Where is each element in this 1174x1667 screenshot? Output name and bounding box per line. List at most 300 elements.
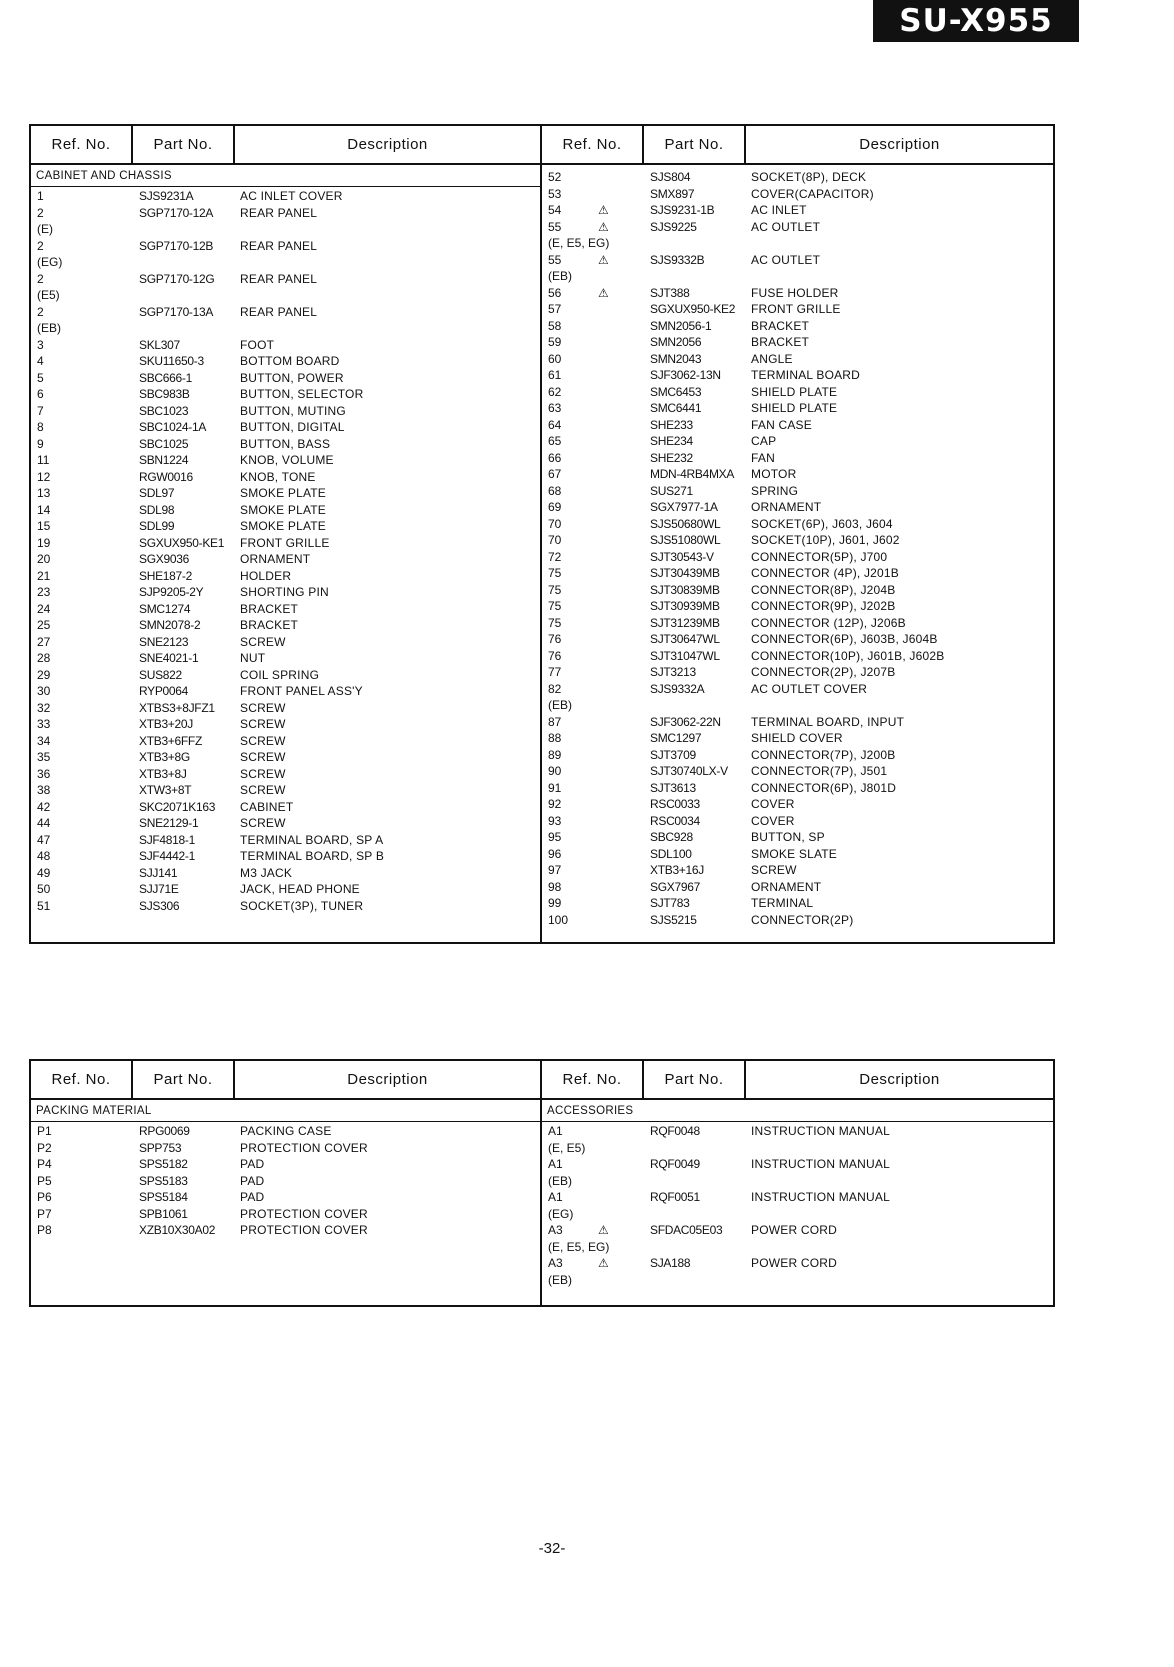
description-cell: TERMINAL BOARD <box>751 368 861 382</box>
table-row <box>31 1173 540 1190</box>
table-row <box>542 417 1053 434</box>
table-row <box>542 186 1053 203</box>
description-cell: ORNAMENT <box>751 500 822 514</box>
table-row <box>542 301 1053 318</box>
ref-no-cell: 52 <box>548 170 562 184</box>
description-cell: COVER(CAPACITOR) <box>751 186 874 201</box>
part-no-cell: SJT30439MB <box>650 566 720 580</box>
description-cell: MOTOR <box>751 467 797 481</box>
ref-no-cell: 35 <box>37 750 51 764</box>
table-row <box>542 714 1053 731</box>
table-row <box>31 898 540 915</box>
part-no-cell: SBC928 <box>650 830 693 844</box>
description-cell: CONNECTOR(6P), J603B, J604B <box>751 632 938 646</box>
part-no-cell: SBC1023 <box>139 403 189 418</box>
table-row <box>31 733 540 750</box>
ref-no-cell: 44 <box>37 816 51 830</box>
description-cell: BOTTOM BOARD <box>240 354 340 368</box>
ref-no-cell: 59 <box>548 335 562 349</box>
table-row <box>542 631 1053 648</box>
description-cell: HOLDER <box>240 568 292 583</box>
ref-no-cell: 70 <box>548 516 562 531</box>
ref-no-cell: P2 <box>37 1140 52 1155</box>
part-no-cell: SPS5182 <box>139 1157 188 1171</box>
table-row <box>542 598 1053 615</box>
part-no-cell: SJP9205-2Y <box>139 585 204 599</box>
table-header <box>31 1061 540 1100</box>
table-row <box>542 466 1053 483</box>
ref-no-cell: 76 <box>548 648 562 663</box>
ref-no-cell: A1 <box>548 1190 563 1204</box>
description-cell: CONNECTOR(10P), J601B, J602B <box>751 648 945 663</box>
part-no-cell: SGP7170-13A <box>139 304 214 319</box>
ref-no-cell: 75 <box>548 615 562 630</box>
ref-no-cell: 2 <box>37 304 44 319</box>
part-no-cell: SJS9231A <box>139 189 194 203</box>
description-cell: SCREW <box>240 700 286 715</box>
ref-no-cell: 76 <box>548 632 562 646</box>
description-cell: NUT <box>240 651 266 665</box>
description-cell: REAR PANEL <box>240 205 318 220</box>
table-row <box>31 271 540 288</box>
part-no-cell: RQF0051 <box>650 1190 700 1204</box>
ref-no-cell: 90 <box>548 764 562 778</box>
description-cell: REAR PANEL <box>240 271 318 286</box>
description-cell: FOOT <box>240 337 275 352</box>
table-row <box>542 697 1053 714</box>
table-right-half <box>542 1061 1053 1305</box>
table-row <box>542 895 1053 912</box>
ref-no-cell: 24 <box>37 601 51 616</box>
table-row <box>31 815 540 832</box>
description-cell: ORNAMENT <box>751 879 822 894</box>
table-row <box>31 320 540 337</box>
table-left-half <box>31 1061 542 1305</box>
description-cell: FRONT GRILLE <box>751 302 841 316</box>
ref-no-cell: 58 <box>548 318 562 333</box>
ref-no-cell: (EB) <box>548 269 572 283</box>
ref-no-cell: 60 <box>548 351 562 366</box>
description-cell: BUTTON, POWER <box>240 370 344 385</box>
ref-no-cell: 34 <box>37 733 51 748</box>
table-row <box>542 433 1053 450</box>
table-row <box>542 681 1053 698</box>
table-row <box>542 252 1053 269</box>
table-row <box>542 796 1053 813</box>
part-no-cell: SJT30543-V <box>650 549 714 564</box>
part-no-cell: SJS5215 <box>650 912 697 927</box>
ref-no-cell: 75 <box>548 582 562 597</box>
part-no-cell: SGX7967 <box>650 879 700 894</box>
ref-no-cell: (EB) <box>37 321 61 335</box>
description-cell: SHORTING PIN <box>240 585 329 599</box>
part-no-cell: SJT3213 <box>650 665 696 679</box>
ref-no-cell: 28 <box>37 651 51 665</box>
ref-no-cell: 55 <box>548 252 562 267</box>
part-no-cell: SPB1061 <box>139 1206 188 1221</box>
description-cell: FRONT PANEL ASS'Y <box>240 684 363 698</box>
part-no-cell: SJF4818-1 <box>139 832 195 847</box>
ref-no-cell: 15 <box>37 519 51 533</box>
part-no-cell: SUS822 <box>139 667 182 682</box>
safety-warning-icon: ⚠ <box>598 1223 609 1237</box>
rows-accessories <box>542 1123 1053 1288</box>
part-no-cell: XZB10X30A02 <box>139 1223 216 1237</box>
table-row <box>31 254 540 271</box>
description-cell: TERMINAL BOARD, SP B <box>240 849 385 863</box>
table-row <box>542 499 1053 516</box>
part-no-cell: SJS51080WL <box>650 533 721 547</box>
table-row <box>542 780 1053 797</box>
table-row <box>31 881 540 898</box>
description-cell: PAD <box>240 1173 265 1188</box>
description-cell: TERMINAL <box>751 896 814 910</box>
safety-warning-icon: ⚠ <box>598 285 609 300</box>
ref-no-cell: 63 <box>548 401 562 415</box>
description-cell: AC INLET <box>751 203 807 217</box>
table-row <box>542 648 1053 665</box>
ref-no-cell: 38 <box>37 783 51 797</box>
part-no-cell: SHE232 <box>650 450 693 465</box>
description-cell: BUTTON, SELECTOR <box>240 387 364 401</box>
description-cell: AC OUTLET <box>751 219 821 234</box>
part-no-cell: SJT30939MB <box>650 599 720 613</box>
table-row <box>542 268 1053 285</box>
description-cell: AC OUTLET COVER <box>751 681 868 696</box>
table-row <box>542 747 1053 764</box>
ref-no-cell: A3 <box>548 1223 563 1237</box>
ref-no-cell: 75 <box>548 599 562 613</box>
part-no-cell: RPG0069 <box>139 1124 190 1138</box>
table-row <box>31 386 540 403</box>
ref-no-cell: 29 <box>37 667 51 682</box>
ref-no-cell: 32 <box>37 700 51 715</box>
part-no-cell: SPS5184 <box>139 1190 188 1204</box>
ref-no-cell: 14 <box>37 502 51 517</box>
header-description: Description <box>859 1071 940 1088</box>
ref-no-cell: 61 <box>548 368 562 382</box>
table-row <box>542 912 1053 929</box>
part-no-cell: SNE2123 <box>139 634 189 649</box>
part-no-cell: SBC1024-1A <box>139 420 207 434</box>
ref-no-cell: 68 <box>548 483 562 498</box>
part-no-cell: SPP753 <box>139 1140 182 1155</box>
description-cell: SMOKE PLATE <box>240 502 327 517</box>
part-no-cell: SJS9231-1B <box>650 203 715 217</box>
part-no-cell: SBC666-1 <box>139 370 192 385</box>
part-no-cell: XTW3+8T <box>139 783 192 797</box>
table-row <box>542 1272 1053 1289</box>
ref-no-cell: 100 <box>548 912 569 927</box>
part-no-cell: SMN2056 <box>650 335 702 349</box>
ref-no-cell: 77 <box>548 665 562 679</box>
ref-no-cell: (E, E5, EG) <box>548 236 610 250</box>
ref-no-cell: 5 <box>37 370 44 385</box>
table-header <box>31 126 540 165</box>
description-cell: INSTRUCTION MANUAL <box>751 1124 890 1138</box>
description-cell: SMOKE SLATE <box>751 846 838 861</box>
table-row <box>542 565 1053 582</box>
description-cell: SMOKE PLATE <box>240 486 327 500</box>
ref-no-cell: 91 <box>548 780 562 795</box>
description-cell: SHIELD PLATE <box>751 384 838 399</box>
part-no-cell: SGP7170-12B <box>139 238 214 253</box>
table-row <box>31 865 540 882</box>
table-row <box>542 1189 1053 1206</box>
description-cell: PACKING CASE <box>240 1124 332 1138</box>
part-no-cell: SJT31239MB <box>650 615 720 630</box>
table-row <box>542 862 1053 879</box>
description-cell: CONNECTOR (4P), J201B <box>751 566 900 580</box>
table-row <box>542 483 1053 500</box>
table-row <box>31 221 540 238</box>
part-no-cell: SPS5183 <box>139 1173 188 1188</box>
ref-no-cell: P7 <box>37 1206 52 1221</box>
description-cell: CONNECTOR(6P), J801D <box>751 780 897 795</box>
ref-no-cell: 62 <box>548 384 562 399</box>
ref-no-cell: 2 <box>37 238 44 253</box>
description-cell: CAP <box>751 434 777 448</box>
description-cell: SCREW <box>240 733 286 748</box>
table-row <box>31 1140 540 1157</box>
rows-cabinet-right <box>542 169 1053 928</box>
table-row <box>542 202 1053 219</box>
table-row <box>31 766 540 783</box>
description-cell: SOCKET(3P), TUNER <box>240 898 364 913</box>
table-row <box>31 716 540 733</box>
description-cell: KNOB, TONE <box>240 469 316 484</box>
table-row <box>542 1255 1053 1272</box>
ref-no-cell: 47 <box>37 832 51 847</box>
description-cell: PROTECTION COVER <box>240 1140 368 1155</box>
part-no-cell: SJS9225 <box>650 219 697 234</box>
part-no-cell: SMC1297 <box>650 731 702 745</box>
part-no-cell: RSC0033 <box>650 797 700 811</box>
table-row <box>31 584 540 601</box>
part-no-cell: SMX897 <box>650 186 695 201</box>
table-row <box>31 832 540 849</box>
ref-no-cell: 33 <box>37 717 51 731</box>
part-no-cell: SNE4021-1 <box>139 651 199 665</box>
table-row <box>542 367 1053 384</box>
ref-no-cell: 21 <box>37 568 51 583</box>
part-no-cell: RQF0049 <box>650 1157 700 1171</box>
part-no-cell: XTB3+6FFZ <box>139 733 202 748</box>
description-cell: INSTRUCTION MANUAL <box>751 1157 890 1171</box>
description-cell: PROTECTION COVER <box>240 1206 368 1221</box>
description-cell: BRACKET <box>240 601 299 616</box>
part-no-cell: SDL97 <box>139 486 175 500</box>
ref-no-cell: 54 <box>548 203 562 217</box>
part-no-cell: SDL98 <box>139 502 175 517</box>
table-row <box>31 518 540 535</box>
packing-accessories-table <box>29 1059 1055 1307</box>
part-no-cell: SGXUX950-KE2 <box>650 302 736 316</box>
table-row <box>31 799 540 816</box>
ref-no-cell: 9 <box>37 436 44 451</box>
description-cell: BRACKET <box>240 618 299 632</box>
part-no-cell: SJA188 <box>650 1256 691 1270</box>
description-cell: PAD <box>240 1190 265 1204</box>
description-cell: FUSE HOLDER <box>751 285 839 300</box>
table-row <box>542 846 1053 863</box>
table-row <box>542 1123 1053 1140</box>
description-cell: ORNAMENT <box>240 552 311 566</box>
header-description: Description <box>347 136 428 153</box>
table-row <box>31 1156 540 1173</box>
ref-no-cell: 67 <box>548 467 562 481</box>
description-cell: FAN CASE <box>751 417 812 432</box>
description-cell: CONNECTOR (12P), J206B <box>751 615 906 630</box>
safety-warning-icon: ⚠ <box>598 252 609 267</box>
part-no-cell: SJF3062-22N <box>650 714 721 729</box>
table-row <box>31 205 540 222</box>
ref-no-cell: 92 <box>548 797 562 811</box>
ref-no-cell: A3 <box>548 1256 563 1270</box>
description-cell: SCREW <box>240 750 286 764</box>
safety-warning-icon: ⚠ <box>598 203 609 217</box>
ref-no-cell: 53 <box>548 186 562 201</box>
ref-no-cell: 64 <box>548 417 562 432</box>
part-no-cell: SJT3613 <box>650 780 696 795</box>
description-cell: SOCKET(6P), J603, J604 <box>751 516 893 531</box>
description-cell: SOCKET(10P), J601, J602 <box>751 533 900 547</box>
description-cell: TERMINAL BOARD, INPUT <box>751 714 905 729</box>
description-cell: AC INLET COVER <box>240 189 343 203</box>
ref-no-cell: (EG) <box>548 1206 574 1221</box>
part-no-cell: SKL307 <box>139 337 180 352</box>
table-row <box>31 485 540 502</box>
table-row <box>542 318 1053 335</box>
description-cell: CONNECTOR(5P), J700 <box>751 549 888 564</box>
ref-no-cell: 69 <box>548 500 562 514</box>
ref-no-cell: A1 <box>548 1157 563 1171</box>
description-cell: CONNECTOR(7P), J200B <box>751 747 896 762</box>
ref-no-cell: 7 <box>37 403 44 418</box>
table-row <box>31 403 540 420</box>
description-cell: BUTTON, SP <box>751 830 825 844</box>
description-cell: COIL SPRING <box>240 667 320 682</box>
ref-no-cell: 8 <box>37 420 44 434</box>
table-row <box>31 419 540 436</box>
ref-no-cell: 51 <box>37 898 51 913</box>
ref-no-cell: A1 <box>548 1124 563 1138</box>
part-no-cell: SKC2071K163 <box>139 799 216 814</box>
table-row <box>31 1189 540 1206</box>
description-cell: CONNECTOR(2P), J207B <box>751 665 896 679</box>
part-no-cell: XTB3+8G <box>139 750 190 764</box>
ref-no-cell: (E, E5) <box>548 1140 586 1155</box>
table-row <box>542 450 1053 467</box>
header-description: Description <box>347 1071 428 1088</box>
part-no-cell: SBN1224 <box>139 453 189 467</box>
description-cell: POWER CORD <box>751 1223 837 1237</box>
part-no-cell: SDL99 <box>139 519 175 533</box>
table-right-half <box>542 126 1053 942</box>
description-cell: SCREW <box>751 863 797 877</box>
header-ref-no: Ref. No. <box>31 126 133 163</box>
header-description: Description <box>859 136 940 153</box>
part-no-cell: SJJ71E <box>139 882 179 896</box>
description-cell: BRACKET <box>751 335 810 349</box>
part-no-cell: SJS50680WL <box>650 516 721 531</box>
table-row <box>542 285 1053 302</box>
ref-no-cell: 3 <box>37 337 44 352</box>
ref-no-cell: 66 <box>548 450 562 465</box>
part-no-cell: SJS804 <box>650 170 691 184</box>
ref-no-cell: (EB) <box>548 1173 572 1188</box>
description-cell: SHIELD COVER <box>751 731 843 745</box>
table-row <box>31 1206 540 1223</box>
description-cell: PROTECTION COVER <box>240 1223 368 1237</box>
table-header <box>542 1061 1053 1100</box>
part-no-cell: SMC6453 <box>650 384 702 399</box>
header-ref-no: Ref. No. <box>542 126 644 163</box>
table-row <box>542 351 1053 368</box>
description-cell: FAN <box>751 450 775 465</box>
part-no-cell: SMN2043 <box>650 351 702 366</box>
ref-no-cell: 13 <box>37 486 51 500</box>
part-no-cell: SJT3709 <box>650 747 696 762</box>
part-no-cell: SBC983B <box>139 387 190 401</box>
ref-no-cell: 2 <box>37 205 44 220</box>
ref-no-cell: 49 <box>37 865 51 880</box>
table-left-half <box>31 126 542 942</box>
part-no-cell: SJS9332B <box>650 252 705 267</box>
ref-no-cell: (E, E5, EG) <box>548 1239 610 1254</box>
part-no-cell: SMN2056-1 <box>650 318 712 333</box>
ref-no-cell: P1 <box>37 1124 52 1138</box>
description-cell: INSTRUCTION MANUAL <box>751 1190 890 1204</box>
ref-no-cell: P8 <box>37 1223 52 1237</box>
page-number: -32- <box>538 1540 566 1557</box>
part-no-cell: SJT30740LX-V <box>650 764 728 778</box>
ref-no-cell: 56 <box>548 285 562 300</box>
part-no-cell: SMC6441 <box>650 401 702 415</box>
ref-no-cell: 2 <box>37 271 44 286</box>
ref-no-cell: (E5) <box>37 288 60 302</box>
ref-no-cell: 98 <box>548 879 562 894</box>
header-part-no: Part No. <box>133 126 235 163</box>
table-row <box>31 370 540 387</box>
description-cell: SCREW <box>240 634 286 649</box>
table-row <box>31 287 540 304</box>
table-row <box>31 452 540 469</box>
ref-no-cell: 1 <box>37 189 44 203</box>
ref-no-cell: 25 <box>37 618 51 632</box>
part-no-cell: XTB3+16J <box>650 863 704 877</box>
table-row <box>31 749 540 766</box>
ref-no-cell: P4 <box>37 1157 52 1171</box>
table-row <box>542 1156 1053 1173</box>
part-no-cell: SMN2078-2 <box>139 618 201 632</box>
table-row <box>31 304 540 321</box>
table-row <box>542 219 1053 236</box>
part-no-cell: SJF4442-1 <box>139 849 195 863</box>
ref-no-cell: 70 <box>548 533 562 547</box>
description-cell: JACK, HEAD PHONE <box>240 882 360 896</box>
description-cell: SCREW <box>240 717 286 731</box>
table-row <box>31 1222 540 1239</box>
description-cell: SCREW <box>240 783 286 797</box>
table-row <box>542 516 1053 533</box>
part-no-cell: SUS271 <box>650 483 693 498</box>
part-no-cell: SHE233 <box>650 417 693 432</box>
table-row <box>542 400 1053 417</box>
part-no-cell: SJJ141 <box>139 865 178 880</box>
table-row <box>31 634 540 651</box>
ref-no-cell: 87 <box>548 714 562 729</box>
